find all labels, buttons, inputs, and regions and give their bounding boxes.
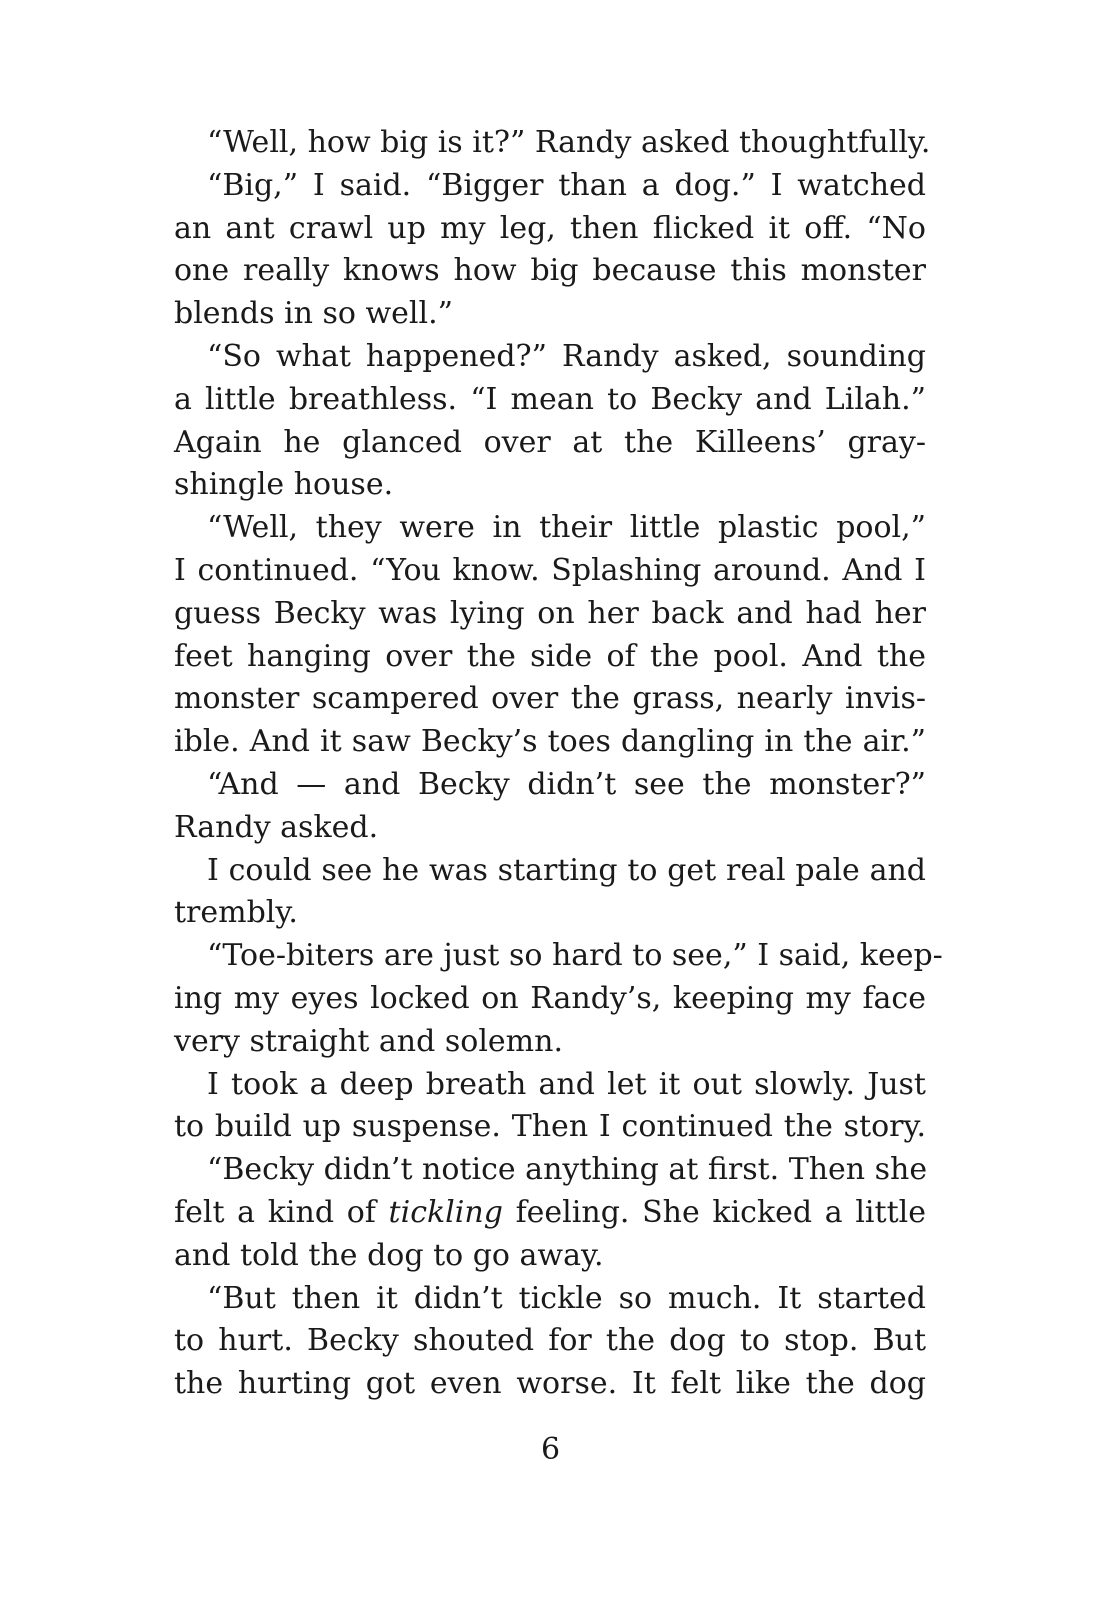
text-line: I continued. “You know. Splashing around. And I <box>174 552 926 588</box>
text-line: monster scampered over the grass, nearly invis- <box>174 681 926 717</box>
text-line: one really knows how big because this monster <box>174 253 926 289</box>
page-number: 6 <box>540 1432 561 1467</box>
text-line: Randy asked. <box>174 809 379 845</box>
text-line: trembly. <box>174 895 298 931</box>
text-line: very straight and solemn. <box>174 1023 563 1059</box>
text-line: “Big,” I said. “Bigger than a dog.” I watched <box>207 167 926 203</box>
text-line: I could see he was starting to get real pale and <box>207 852 926 888</box>
text-line <box>174 1192 926 1235</box>
text-line: “Well, how big is it?” Randy asked thoughtfully. <box>207 125 931 160</box>
text-line: the hurting got even worse. It felt like the dog <box>174 1366 926 1402</box>
text-line: “So what happened?” Randy asked, sounding <box>207 338 926 374</box>
text-line: an ant crawl up my leg, then flicked it off. “No <box>174 210 926 246</box>
text-line: and told the dog to go away. <box>174 1237 604 1273</box>
text-line: blends in so well.” <box>174 296 453 332</box>
text-line: ing my eyes locked on Randy’s, keeping my face <box>174 980 926 1016</box>
text-fragment: feeling. She kicked a little <box>502 1194 926 1230</box>
text-line: “But then it didn’t tickle so much. It started <box>207 1280 926 1316</box>
text-line: “And — and Becky didn’t see the monster?” <box>207 766 926 802</box>
text-line: “Toe-biters are just so hard to see,” I said, keep- <box>207 938 943 974</box>
text-line: guess Becky was lying on her back and had her <box>174 595 926 631</box>
text-line: to build up suspense. Then I continued the story. <box>174 1109 926 1145</box>
text-line: a little breathless. “I mean to Becky and Lilah.” <box>174 381 926 417</box>
text-fragment: felt a kind of <box>174 1194 389 1230</box>
text-line: to hurt. Becky shouted for the dog to stop. But <box>174 1323 926 1359</box>
italic-word: tickling <box>388 1194 503 1230</box>
text-line: Again he glanced over at the Killeens’ gray- <box>174 424 926 460</box>
text-line: shingle house. <box>174 467 394 503</box>
text-line: I took a deep breath and let it out slowly. Just <box>207 1066 926 1102</box>
body-text <box>174 122 943 1406</box>
text-line: ible. And it saw Becky’s toes dangling in the air.” <box>174 724 926 760</box>
text-line: “Becky didn’t notice anything at first. Then she <box>207 1152 928 1188</box>
text-line: “Well, they were in their little plastic pool,” <box>207 510 926 546</box>
text-line: feet hanging over the side of the pool. And the <box>174 638 926 674</box>
